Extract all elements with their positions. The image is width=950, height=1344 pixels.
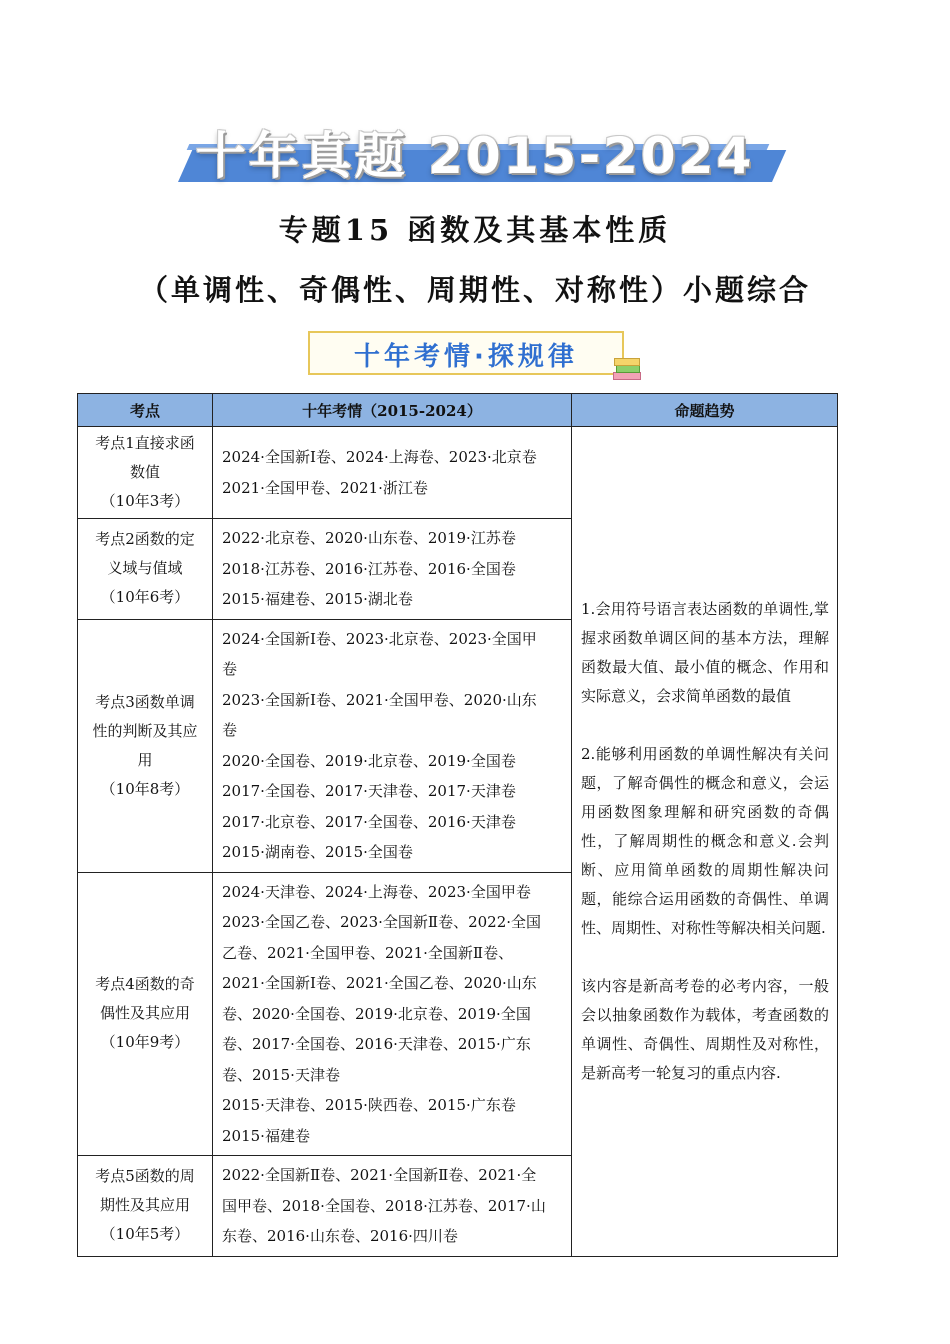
- kaodian-text: 数值: [129, 463, 160, 481]
- table-header-row: [78, 394, 838, 427]
- papers-cell: [213, 427, 572, 519]
- paper-line: 卷、2017·全国卷、2016·天津卷、2015·广东: [222, 1035, 531, 1053]
- trend-paragraph: 2.能够利用函数的单调性解决有关问题，了解奇偶性的概念和意义，会运用函数图象理解和研究函数的奇偶性，了解周期性的概念和意义.会判断、应用简单函数的周期性解决问题，能综合运用函数的奇偶性、单调性、周期性、对称性等解决相关问题.: [581, 744, 829, 937]
- paper-line: 2017·北京卷、2017·全国卷、2016·天津卷: [222, 812, 516, 831]
- paper-line: 2023·全国乙卷、2023·全国新Ⅱ卷、2022·全国: [222, 913, 542, 931]
- papers-cell: [213, 519, 572, 620]
- paper-line: 卷: [222, 721, 238, 739]
- kaodian-text: 义域与值域: [107, 559, 183, 578]
- paper-line: 2018·江苏卷、2016·江苏卷、2016·全国卷: [222, 559, 516, 578]
- kaodian-cell: [78, 519, 213, 620]
- kaodian-text: 考点1直接求函: [95, 434, 195, 452]
- section-tag: [308, 331, 624, 375]
- table-row: [78, 427, 838, 519]
- paper-line: 2015·福建卷: [222, 1126, 310, 1145]
- section-tag-label: 十年考情·探规律: [354, 342, 578, 372]
- kaodian-cell: [78, 1156, 213, 1257]
- paper-line: 2022·全国新Ⅱ卷、2021·全国新Ⅱ卷、2021·全: [222, 1166, 537, 1184]
- paper-line: 2021·全国新Ⅰ卷、2021·全国乙卷、2020·山东: [222, 974, 537, 992]
- kaodian-text: 期性及其应用: [99, 1196, 190, 1215]
- header-kaodian: 考点: [78, 394, 213, 427]
- paper-line: 2017·全国卷、2017·天津卷、2017·天津卷: [222, 782, 516, 800]
- paper-line: 卷: [222, 660, 238, 678]
- papers-cell: [213, 619, 572, 872]
- kaodian-text: 考点2函数的定: [95, 530, 195, 549]
- paper-line: 2020·全国卷、2019·北京卷、2019·全国卷: [222, 751, 516, 770]
- paper-line: 2024·天津卷、2024·上海卷、2023·全国甲卷: [222, 882, 531, 901]
- papers-cell: [213, 1156, 572, 1257]
- page-subtitle: （单调性、奇偶性、周期性、对称性）小题综合: [138, 273, 811, 307]
- paper-line: 2015·湖南卷、2015·全国卷: [222, 843, 413, 861]
- kaodian-text: 性的判断及其应: [92, 721, 198, 740]
- paper-line: 2023·全国新Ⅰ卷、2021·全国甲卷、2020·山东: [222, 690, 537, 709]
- paper-line: 国甲卷、2018·全国卷、2018·江苏卷、2017·山: [222, 1196, 546, 1215]
- paper-line: 卷、2020·全国卷、2019·北京卷、2019·全国: [222, 1004, 531, 1023]
- paper-line: 卷、2015·天津卷: [222, 1065, 340, 1084]
- title-banner: [178, 112, 772, 184]
- paper-line: 2015·天津卷、2015·陕西卷、2015·广东卷: [222, 1096, 516, 1114]
- kaodian-count: （10年9考）: [100, 1033, 190, 1052]
- kaodian-count: （10年8考）: [100, 779, 190, 798]
- kaodian-text: 考点4函数的奇: [95, 975, 195, 994]
- paper-line: 2015·福建卷、2015·湖北卷: [222, 590, 413, 608]
- paper-line: 2021·全国甲卷、2021·浙江卷: [222, 478, 428, 497]
- kaodian-count: （10年5考）: [100, 1225, 190, 1244]
- page-title: 专题15 函数及其基本性质: [278, 213, 672, 247]
- kaodian-text: 偶性及其应用: [99, 1004, 190, 1023]
- paper-line: 东卷、2016·山东卷、2016·四川卷: [222, 1227, 458, 1245]
- exam-analysis-table: [77, 393, 838, 1257]
- trend-paragraph: 该内容是新高考卷的必考内容，一般会以抽象函数作为载体，考查函数的单调性、奇偶性、周期性及对称性，是新高考一轮复习的重点内容.: [581, 976, 829, 1082]
- papers-cell: [213, 872, 572, 1156]
- kaodian-text: 用: [137, 750, 153, 769]
- kaodian-cell: [78, 619, 213, 872]
- kaodian-count: （10年3考）: [100, 492, 190, 510]
- header-trend: 命题趋势: [572, 394, 838, 427]
- books-icon: [611, 356, 641, 382]
- banner-title: 十年真题 2015-2024: [195, 127, 755, 185]
- paper-line: 2024·全国新Ⅰ卷、2024·上海卷、2023·北京卷: [222, 448, 537, 466]
- kaodian-cell: [78, 427, 213, 519]
- kaodian-text: 考点5函数的周: [95, 1167, 195, 1186]
- header-papers: 十年考情（2015-2024）: [213, 394, 572, 427]
- trend-cell: [572, 427, 838, 1257]
- paper-line: 乙卷、2021·全国甲卷、2021·全国新Ⅱ卷、: [222, 943, 514, 962]
- trend-paragraph: 1.会用符号语言表达函数的单调性,掌握求函数单调区间的基本方法，理解函数最大值、最小值的概念、作用和实际意义，会求简单函数的最值: [581, 599, 829, 705]
- paper-line: 2024·全国新Ⅰ卷、2023·北京卷、2023·全国甲: [222, 629, 537, 648]
- kaodian-count: （10年6考）: [100, 588, 190, 607]
- kaodian-text: 考点3函数单调: [95, 692, 195, 711]
- kaodian-cell: [78, 872, 213, 1156]
- paper-line: 2022·北京卷、2020·山东卷、2019·江苏卷: [222, 529, 516, 547]
